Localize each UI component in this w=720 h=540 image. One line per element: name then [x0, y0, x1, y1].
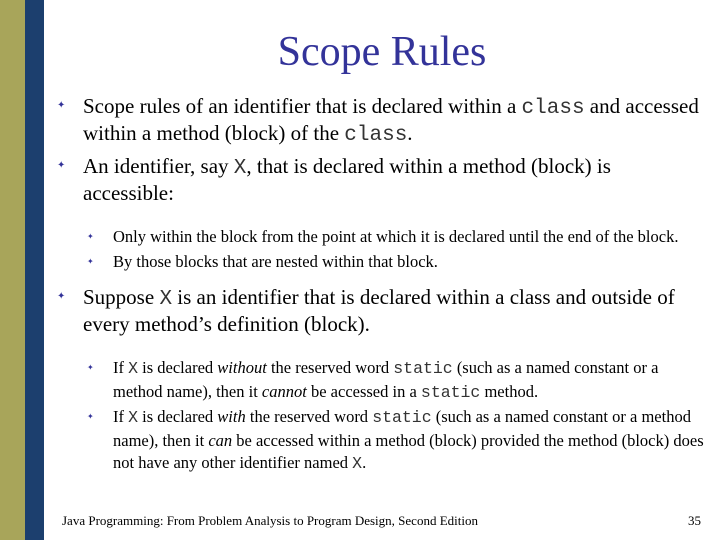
code-static: static [420, 382, 481, 402]
code-static: static [372, 408, 432, 427]
code-static: static [393, 359, 453, 378]
bullet-text: , that is declared within a method (block) is accessible: [83, 154, 611, 205]
slide-title: Scope Rules [277, 29, 487, 75]
bullet-suppose-x [55, 285, 705, 337]
code-x: X [128, 408, 139, 427]
sub-bullet-text: (such as a named constant or a method name), then it [113, 407, 691, 450]
emphasis-cannot: cannot [261, 381, 307, 401]
bullet-identifier-accessible [55, 154, 705, 206]
bullet-text: Scope rules of an identifier that is declared within a [83, 94, 522, 118]
bullet-text: An identifier, say [83, 154, 234, 178]
bullet-icon: ✦ [87, 363, 94, 372]
bullet-icon: ✦ [57, 160, 66, 171]
bullet-scope-rules [55, 94, 705, 148]
bullet-icon: ✦ [87, 412, 94, 421]
slide-content [55, 94, 705, 478]
bullet-icon: ✦ [57, 100, 66, 111]
sub-bullet-text: the reserved word [266, 358, 394, 377]
sub-bullet-within-block [87, 226, 705, 249]
sub-bullet-text: If [113, 407, 129, 426]
sub-bullet-text: (such as a named constant or a method name), then it [113, 358, 659, 401]
sub-bullet-text: be accessed within a method (block) provided the method (block) does not have any other identifier named [113, 430, 704, 472]
page-number: 35 [688, 513, 701, 528]
code-x: X [159, 288, 173, 311]
sub-bullet-text: Only within the block from the point at which it is declared until the end of the block. [113, 227, 679, 246]
bullet-icon: ✦ [87, 256, 94, 266]
bullet-text: and accessed within a method (block) of the [83, 94, 699, 145]
code-x: X [352, 454, 363, 473]
left-band-olive [0, 0, 25, 540]
code-x: X [128, 359, 139, 378]
footer-book-title: Java Programming: From Problem Analysis to Program Design, Second Edition [62, 513, 478, 528]
sub-bullet-nested-blocks [87, 251, 705, 274]
sub-bullet-text: method. [480, 381, 539, 401]
sub-bullet-text: the reserved word [245, 407, 373, 426]
sub-bullet-text: be accessed in a [306, 381, 421, 401]
emphasis-with: with [217, 407, 246, 426]
bullet-text: Suppose [83, 285, 160, 309]
sub-bullet-text: By those blocks that are nested within that block. [113, 251, 438, 271]
bullet-icon: ✦ [87, 232, 94, 241]
emphasis-can: can [208, 430, 233, 450]
sub-bullet-text: is declared [138, 407, 218, 426]
left-band-navy [25, 0, 44, 540]
code-class: class [344, 124, 408, 147]
code-class: class [521, 97, 585, 120]
code-x: X [233, 157, 247, 180]
sub-bullet-text: is declared [138, 358, 218, 377]
bullet-icon: ✦ [57, 291, 66, 302]
sub-bullet-text: If [113, 358, 129, 377]
emphasis-without: without [217, 358, 267, 377]
sub-bullet-without-static [87, 357, 705, 404]
sub-bullet-text: . [362, 453, 367, 472]
sub-bullet-with-static [87, 406, 705, 476]
bullet-text: is an identifier that is declared within a class and outside of every method’s definition (block). [83, 285, 675, 336]
bullet-text: . [407, 121, 413, 145]
